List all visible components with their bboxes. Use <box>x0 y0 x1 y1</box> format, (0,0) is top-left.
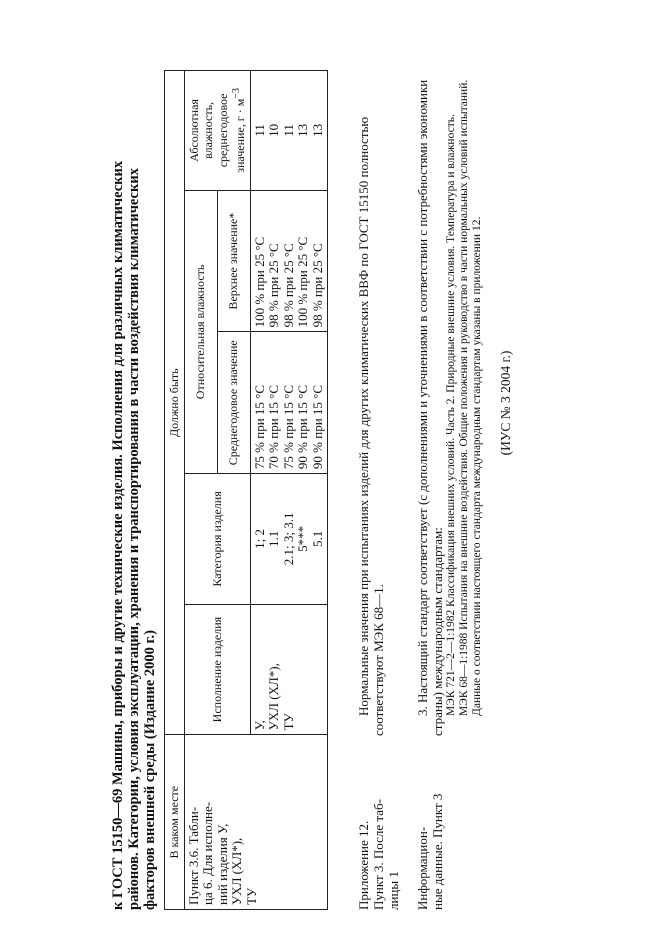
execution-values: У, УХЛ (ХЛ*), ТУ <box>250 604 328 735</box>
title-line-1: к ГОСТ 15150—69 Машины, приборы и другие технические изделия. Исполнения для различных климатических <box>110 160 126 910</box>
title-line-2: районов. Категории, условия эксплуатации, хранения и транспортирования в части воздействия климатических <box>126 168 142 910</box>
document-title <box>110 70 158 910</box>
header-avg-value: Среднегодовое значение <box>217 332 250 474</box>
title-line-3: факторов внешней среды (Издание 2000 г.) <box>142 630 158 910</box>
header-upper-value: Верхнее значение* <box>217 190 250 332</box>
info-row <box>415 70 513 910</box>
ius-reference: (ИУС № 3 2004 г.) <box>498 350 513 456</box>
rotated-page <box>110 70 550 910</box>
header-where: В каком месте <box>165 735 185 910</box>
upper-humidity-values: 100 % при 25 °С 98 % при 25 °С 98 % при 25 °С 100 % при 25 °С 98 % при 25 °С <box>250 190 328 332</box>
amendment-continuation <box>356 70 513 910</box>
info-paragraph-4: Данные о соответствии настоящего стандарта международным стандартам указаны в приложении 12. <box>471 216 483 716</box>
where-cell-table6: Пункт 3.6. Табли- ца 6. Для исполне- ний изделия У, УХЛ (ХЛ*), ТУ <box>184 735 328 910</box>
header-rel-humidity: Относительная влажность <box>184 190 217 473</box>
header-execution: Исполнение изделия <box>184 604 250 735</box>
appendix-row <box>356 70 401 910</box>
abs-humidity-values: 11 10 11 13 13 <box>250 71 328 191</box>
info-paragraph-1: 3. Настоящий стандарт соответствует (с дополнениями и уточнениями в соответствии с потребностями экономики страны) международным стандартам: <box>415 79 445 736</box>
info-paragraph-3: МЭК 68—1:1988 Испытания на внешние воздействия. Общие положения и руководство в части нормальных условий испытаний. <box>458 79 470 716</box>
header-category: Категория изделия <box>184 474 250 605</box>
appendix-text: Нормальные значения при испытаниях изделий для других климатических ВВФ по ГОСТ 15150 полностью соответствуют МЭК 68—1. <box>356 116 386 736</box>
avg-humidity-values: 75 % при 15 °С 70 % при 15 °С 75 % при 15 °С 90 % при 15 °С 90 % при 15 °С <box>250 332 328 474</box>
info-where: Информацион- ные данные. Пункт 3 <box>415 793 445 910</box>
info-paragraph-2: МЭК 721—2—1:1982 Классификация внешних условий. Часть 2. Природные внешние условия. Температура и влажность. <box>445 114 457 716</box>
header-should-be: Должно быть <box>165 71 185 735</box>
header-abs-humidity: Абсолютная влажность, среднегодовое значение, $г \cdot м^{-3}$ <box>184 71 250 191</box>
category-values: 1; 2 1.1 2.1; 3; 3.1 5*** 5.1 <box>250 474 328 605</box>
amendment-table <box>164 70 328 910</box>
appendix-where: Приложение 12. Пункт 3. После таб- лицы 1 <box>356 799 401 910</box>
